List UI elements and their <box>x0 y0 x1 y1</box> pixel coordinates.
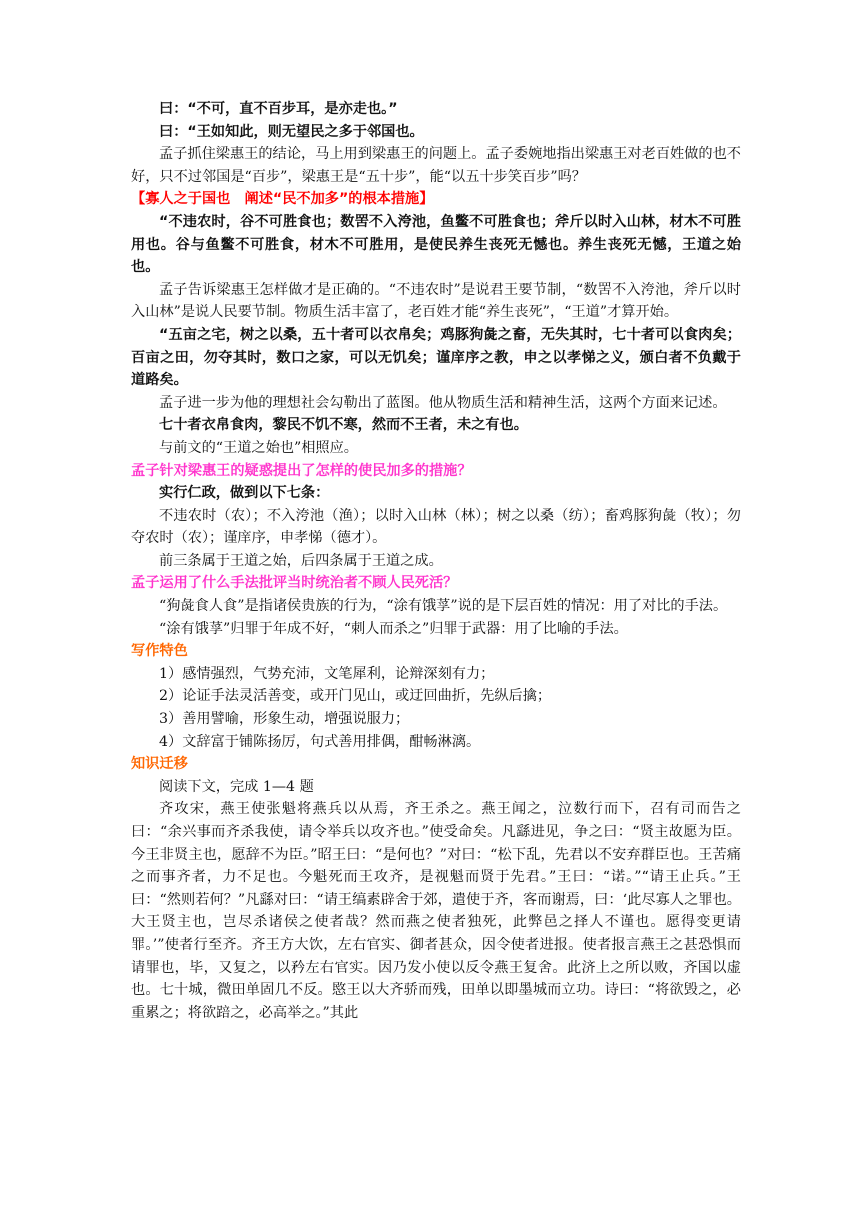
exercise-instruction: 阅读下文，完成 1—4 题 <box>159 778 314 795</box>
question-heading: 孟子运用了什么手法批评当时统治者不顾人民死活？ <box>131 575 458 592</box>
section-heading-knowledge-transfer: 知识迁移 <box>131 756 188 773</box>
commentary-paragraph: 与前文的“王道之始也”相照应。 <box>159 439 358 456</box>
classical-text-paragraph: “不违农时，谷不可胜食也；数罟不入洿池，鱼鳖不可胜食也；斧斤以时入山林，材木不可胜用也。谷与鱼鳖不可胜食，材木不可胜用，是使民养生丧死无憾也。养生丧死无憾，王道之始也。 <box>131 213 741 276</box>
classical-text-paragraph: 七十者衣帛食肉，黎民不饥不寒，然而不王者，未之有也。 <box>159 417 528 434</box>
quote-line-2: 曰：“王如知此，则无望民之多于邻国也。 <box>159 123 424 140</box>
reading-passage: 齐攻宋，燕王使张魁将燕兵以从焉，齐王杀之。燕王闻之，泣数行而下，召有司而告之曰：“余兴事而齐杀我使，请令举兵以攻齐也。”使受命矣。凡繇进见，争之曰：“贤主故愿为臣。今王非贤主也，愿辞不为臣。”昭王曰：“是何也？”对曰：“松下乱，先君以不安弃群臣也。王苦痛之而事齐者，力不足也。今魁死而王攻齐，是视魁而贤于先君。”王曰：“诺。”“请王止兵。”王曰：“然则若何？”凡繇对曰：“请王缟素辟舍于郊，遣使于齐，客而谢焉，曰：‘此尽寡人之罪也。大王贤主也，岂尽杀诸侯之使者哉？然而燕之使者独死，此弊邑之择人不谨也。愿得变更请罪。’”使者行至齐。齐王方大饮，左右官实、御者甚众，因令使者进报。使者报言燕王之甚恐惧而请罪也，毕，又复之，以矜左右官实。因乃发小使以反令燕王复舍。此济上之所以败，齐国以虚也。七十城，微田单固几不反。愍王以大齐骄而残，田单以即墨城而立功。诗曰：“将欲毁之，必重累之；将欲踣之，必高举之。”其此 <box>131 801 741 1021</box>
answer-lead: 实行仁政，做到以下七条： <box>159 485 330 502</box>
commentary-paragraph: 孟子告诉梁惠王怎样做才是正确的。“不违农时”是说君王要节制，“数罟不入洿池，斧斤以时入山林”是说人民要节制。物质生活丰富了，老百姓才能“养生丧死”，“王道”才算开始。 <box>131 281 741 321</box>
question-heading: 孟子针对梁惠王的疑惑提出了怎样的使民加多的措施？ <box>131 462 472 479</box>
feature-list-item: 1）感情强烈，气势充沛，文笔犀利，论辩深刻有力； <box>159 665 495 682</box>
feature-list-item: 4）文辞富于铺陈扬厉，句式善用排偶，酣畅淋漓。 <box>159 733 481 750</box>
answer-paragraph: 不违农时（农）；不入洿池（渔）；以时入山林（林）；树之以桑（纺）；畜鸡豚狗彘（牧）；勿夺农时（农）；谨庠序，申孝悌（德才）。 <box>131 507 741 547</box>
commentary-paragraph: 孟子抓住梁惠王的结论，马上用到梁惠王的问题上。孟子委婉地指出梁惠王对老百姓做的也不好，只不过邻国是“百步”，梁惠王是“五十步”，能“以五十步笑百步”吗？ <box>131 146 741 185</box>
commentary-paragraph: 孟子进一步为他的理想社会勾勒出了蓝图。他从物质生活和精神生活，这两个方面来记述。 <box>159 394 727 411</box>
feature-list-item: 3）善用譬喻，形象生动，增强说服力； <box>159 711 410 728</box>
answer-paragraph: “涂有饿莩”归罪于年成不好，“刺人而杀之”归罪于武器：用了比喻的手法。 <box>159 620 628 637</box>
feature-list-item: 2）论证手法灵活善变，或开门见山，或迂回曲折，先纵后擒； <box>159 688 552 705</box>
answer-paragraph: 前三条属于王道之始，后四条属于王道之成。 <box>159 552 443 569</box>
document-page <box>131 98 741 1024</box>
answer-paragraph: “狗彘食人食”是指诸侯贵族的行为，“涂有饿莩”说的是下层百姓的情况：用了对比的手法。 <box>159 598 728 615</box>
section-heading-red: 【寡人之于国也 阐述“民不加多”的根本措施】 <box>131 191 434 208</box>
section-heading-writing-features: 写作特色 <box>131 643 188 660</box>
quote-line-1: 曰：“不可，直不百步耳，是亦走也。” <box>159 101 398 117</box>
classical-text-paragraph: “五亩之宅，树之以桑，五十者可以衣帛矣；鸡豚狗彘之畜，无失其时，七十者可以食肉矣；百亩之田，勿夺其时，数口之家，可以无饥矣；谨庠序之教，申之以孝悌之义，颁白者不负戴于道路矣。 <box>131 326 741 389</box>
